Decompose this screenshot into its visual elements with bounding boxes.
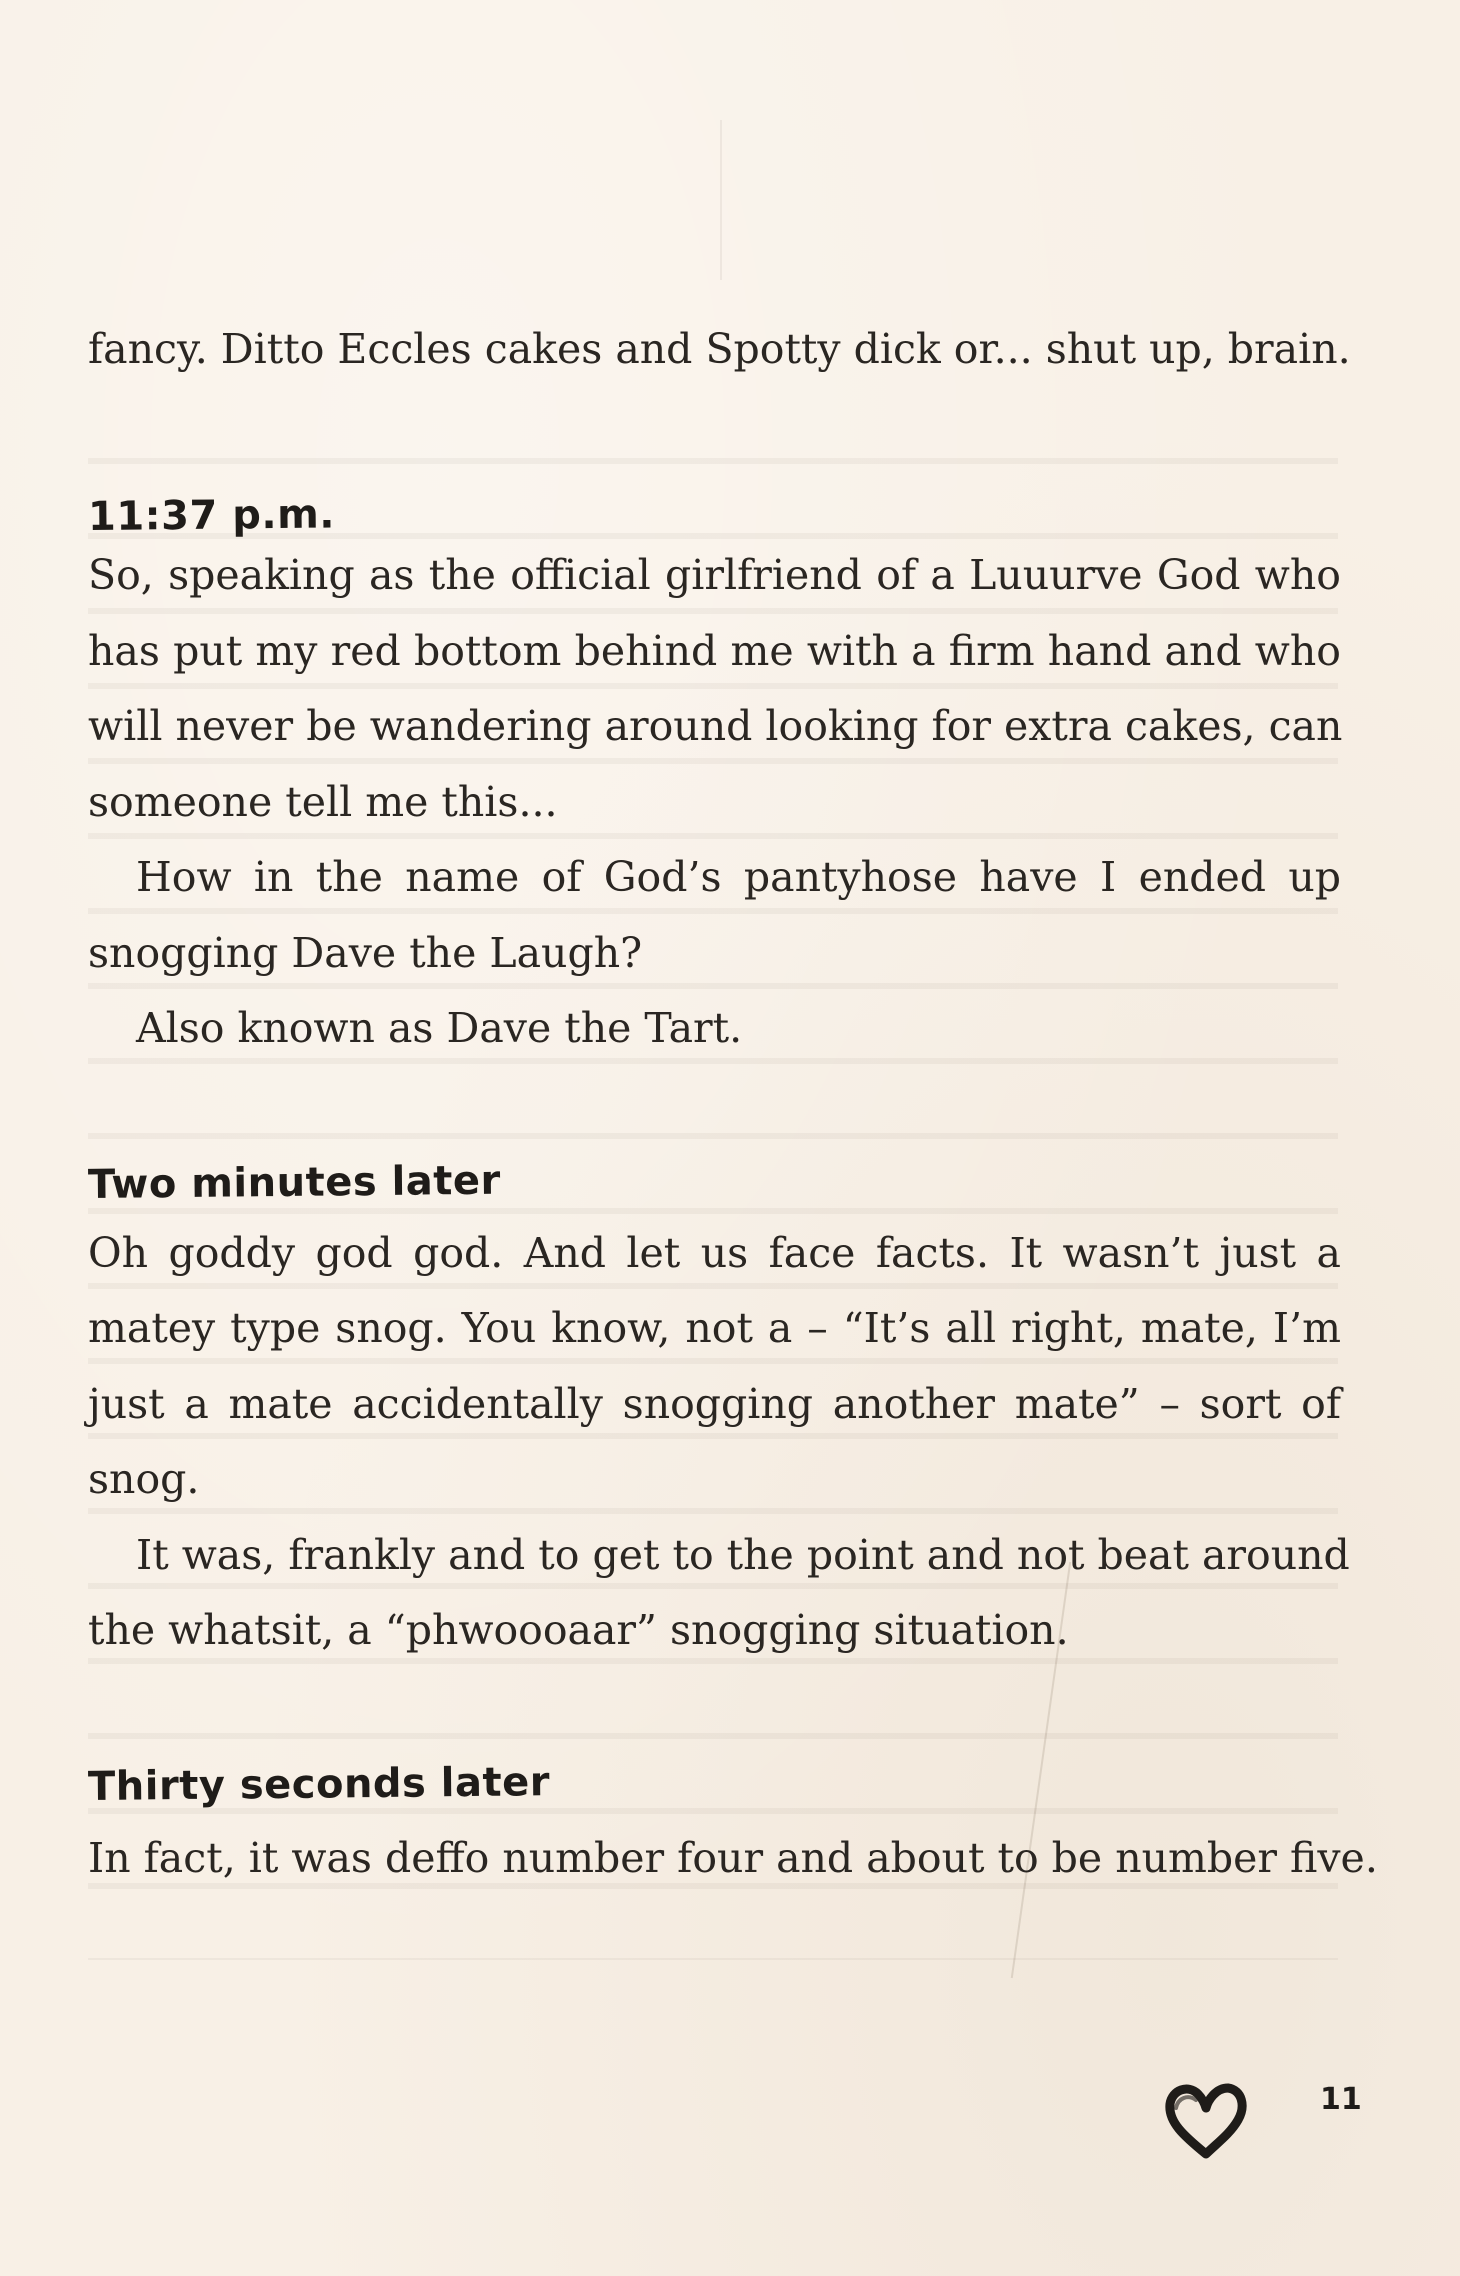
text-line: has put my red bottom behind me with a firm hand and who [88,627,1341,675]
text-line: fancy. Ditto Eccles cakes and Spotty dick or... shut up, brain. [88,325,1351,373]
page-number: 11 [1320,2082,1362,2117]
text-line: Also known as Dave the Tart. [136,1004,743,1052]
text-line: How in the name of God’s pantyhose have I ended up [136,853,1341,901]
diary-heading-two-minutes: Two minutes later [87,1157,501,1208]
text-line: the whatsit, a “phwoooaar” snogging situation. [88,1606,1069,1654]
text-line: just a mate accidentally snogging another mate” – sort of [88,1380,1341,1428]
paper-crease [720,120,722,280]
text-line: snog. [88,1455,200,1503]
text-line: matey type snog. You know, not a – “It’s all right, mate, I’m [88,1304,1341,1352]
text-line: It was, frankly and to get to the point and not beat around [136,1531,1350,1579]
text-line: So, speaking as the official girlfriend of a Luuurve God who [88,551,1341,599]
text-line: In fact, it was deffo number four and about to be number five. [88,1834,1378,1882]
text-line: someone tell me this... [88,778,558,826]
diary-heading-time: 11:37 p.m. [87,491,336,540]
diary-heading-thirty-seconds: Thirty seconds later [87,1759,551,1810]
heart-doodle-icon [1162,2078,1250,2162]
text-line: snogging Dave the Laugh? [88,929,643,977]
text-line: Oh goddy god god. And let us face facts. It wasn’t just a [88,1229,1341,1277]
text-line: will never be wandering around looking for extra cakes, can [88,702,1343,750]
